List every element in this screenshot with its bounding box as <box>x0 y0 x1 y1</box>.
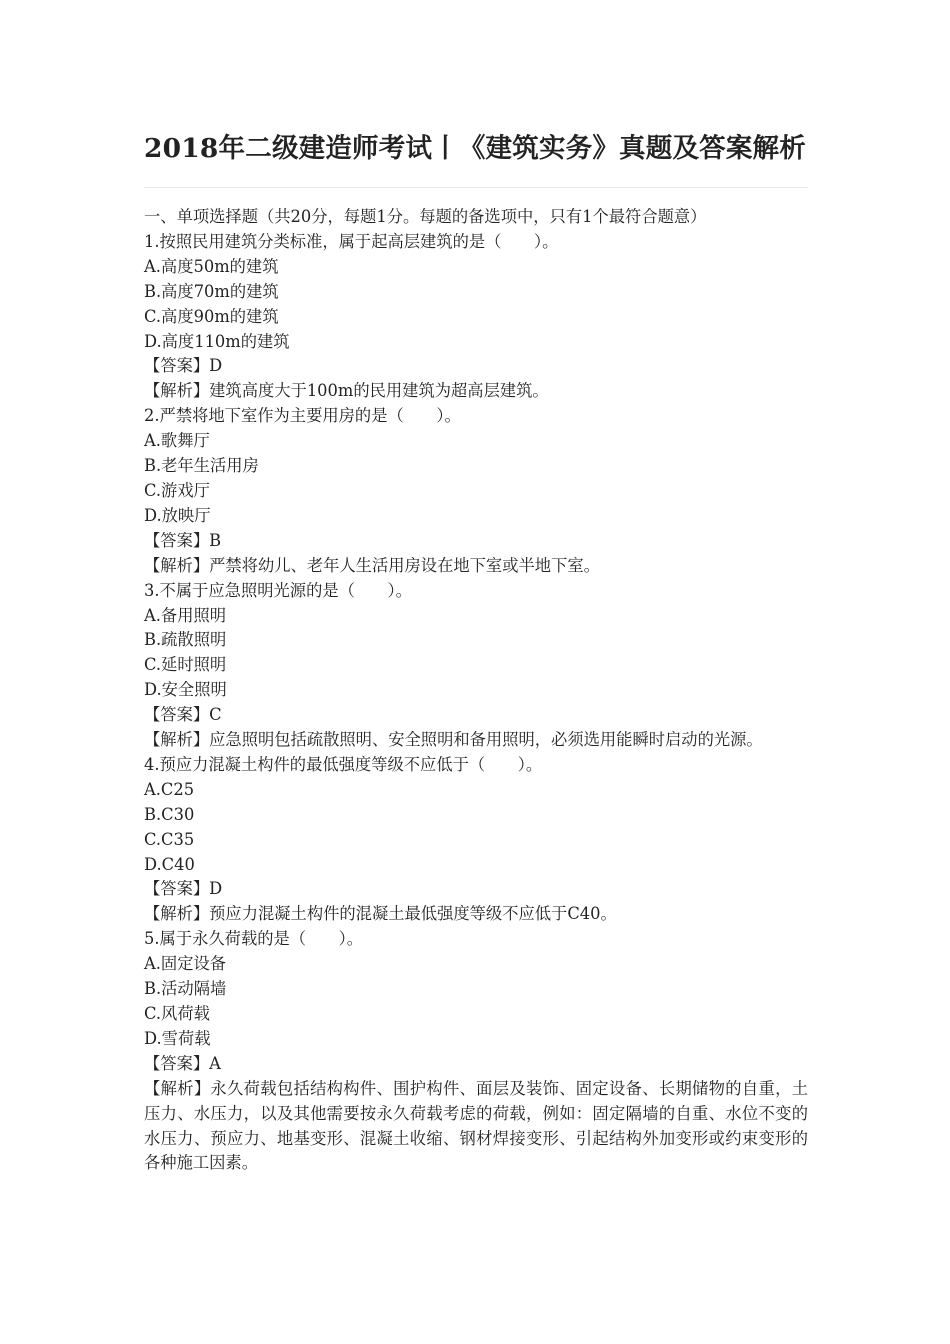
option-c: C.游戏厅 <box>144 480 210 500</box>
question-4 <box>144 753 808 927</box>
question-3 <box>144 579 808 753</box>
answer: 【答案】D <box>144 879 223 899</box>
option-c: C.高度90m的建筑 <box>144 306 279 326</box>
analysis: 【解析】应急照明包括疏散照明、安全照明和备用照明，必须选用能瞬时启动的光源。 <box>144 730 763 750</box>
question-5 <box>144 927 808 1176</box>
question-stem: 5.属于永久荷载的是（ ）。 <box>144 929 364 949</box>
option-c: C.风荷载 <box>144 1004 210 1023</box>
option-b: B.疏散照明 <box>144 630 227 650</box>
question-stem: 1.按照民用建筑分类标准，属于起高层建筑的是（ ）。 <box>144 231 559 251</box>
option-d: D.C40 <box>144 854 195 874</box>
option-a: A.C25 <box>144 779 195 799</box>
analysis: 【解析】严禁将幼儿、老年人生活用房设在地下室或半地下室。 <box>144 555 600 575</box>
page-title: 2018年二级建造师考试丨《建筑实务》真题及答案解析 <box>144 133 806 164</box>
analysis: 【解析】预应力混凝土构件的混凝土最低强度等级不应低于C40。 <box>144 904 617 924</box>
question-stem: 2.严禁将地下室作为主要用房的是（ ）。 <box>144 406 461 426</box>
answer: 【答案】B <box>144 530 222 550</box>
option-a: A.固定设备 <box>144 954 227 974</box>
option-a: A.歌舞厅 <box>144 431 210 451</box>
document-body <box>144 205 808 1176</box>
analysis: 【解析】永久荷载包括结构构件、围护构件、面层及装饰、固定设备、长期储物的自重，土压力、水压力，以及其他需要按永久荷载考虑的荷载，例如：固定隔墙的自重、水位不变的水压力、预应力、地基变形、混凝土收缩、钢材焊接变形、引起结构外加变形或约束变形的各种施工因素。 <box>144 1078 808 1173</box>
option-c: C.延时照明 <box>144 655 227 675</box>
question-stem: 3.不属于应急照明光源的是（ ）。 <box>144 580 412 600</box>
option-b: B.C30 <box>144 804 195 824</box>
option-b: B.高度70m的建筑 <box>144 281 279 301</box>
title-divider <box>144 187 808 188</box>
option-b: B.老年生活用房 <box>144 456 259 476</box>
section-heading: 一、单项选择题（共20分，每题1分。每题的备选项中，只有1个最符合题意） <box>144 207 707 226</box>
question-1 <box>144 230 808 404</box>
answer: 【答案】A <box>144 1053 221 1073</box>
answer: 【答案】C <box>144 705 222 725</box>
option-b: B.活动隔墙 <box>144 979 227 999</box>
option-a: A.备用照明 <box>144 605 227 625</box>
option-d: D.雪荷载 <box>144 1028 211 1048</box>
answer: 【答案】D <box>144 356 223 376</box>
question-2 <box>144 404 808 578</box>
option-d: D.放映厅 <box>144 505 211 525</box>
option-d: D.安全照明 <box>144 680 227 700</box>
question-stem: 4.预应力混凝土构件的最低强度等级不应低于（ ）。 <box>144 754 543 774</box>
document-page <box>144 128 808 1176</box>
analysis: 【解析】建筑高度大于100m的民用建筑为超高层建筑。 <box>144 381 549 401</box>
option-a: A.高度50m的建筑 <box>144 256 279 276</box>
option-c: C.C35 <box>144 829 195 849</box>
option-d: D.高度110m的建筑 <box>144 331 290 351</box>
